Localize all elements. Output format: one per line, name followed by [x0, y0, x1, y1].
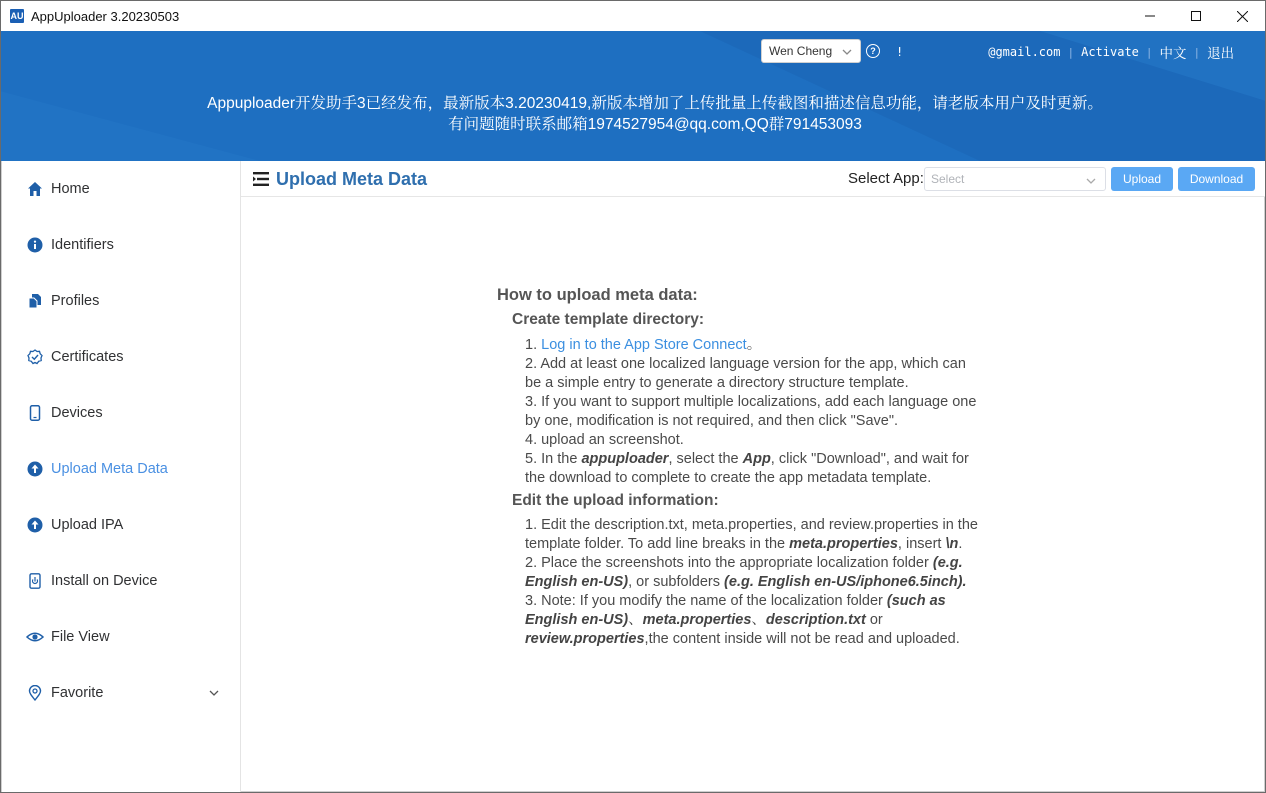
main-header [241, 161, 1266, 197]
certificate-icon [26, 348, 44, 366]
section-edit-upload-title: Edit the upload information: [512, 492, 719, 509]
step-text: or [865, 612, 883, 628]
emphasis: appuploader [581, 451, 669, 467]
sidebar-item-label: Profiles [51, 293, 100, 309]
announcement [0, 93, 1266, 135]
step-text: , or subfolders [628, 574, 725, 590]
maximize-icon [1191, 11, 1201, 21]
download-button[interactable]: Download [1178, 167, 1255, 191]
app-logo-icon: AU [10, 11, 24, 21]
instructions-title: How to upload meta data: [497, 286, 698, 304]
sidebar [1, 161, 241, 793]
step [525, 336, 985, 355]
title-bar [0, 0, 1266, 31]
sidebar-item-label: Certificates [51, 349, 124, 365]
emphasis: \n [945, 536, 959, 552]
emphasis: review.properties [525, 631, 645, 647]
help-icon[interactable]: ? [866, 44, 880, 58]
step [525, 516, 985, 554]
step-text: 、 [751, 612, 766, 628]
info-icon [26, 236, 44, 254]
menu-toggle-icon[interactable] [253, 172, 269, 186]
emphasis: meta.properties [789, 536, 898, 552]
section-create-template-steps [525, 336, 985, 488]
minimize-icon [1145, 11, 1155, 21]
step-text: , select the [668, 451, 743, 467]
maximize-button[interactable] [1173, 1, 1219, 31]
header-banner [0, 31, 1266, 161]
page-title: Upload Meta Data [276, 169, 428, 189]
close-icon [1237, 11, 1248, 22]
sidebar-item-profiles[interactable] [2, 273, 240, 329]
emphasis: (such as English en-US) [525, 593, 946, 628]
step-text: 。 [746, 337, 762, 353]
separator: | [1145, 45, 1153, 59]
notice-exclamation: ! [896, 45, 904, 59]
separator: | [1193, 45, 1201, 59]
content-area [241, 197, 1265, 792]
section-create-template-title: Create template directory: [512, 311, 705, 328]
sidebar-item-favorite[interactable] [2, 665, 240, 721]
chevron-down-icon [1085, 175, 1097, 187]
step-text: ,the content inside will not be read and uploaded. [644, 631, 960, 647]
sidebar-item-label: Devices [51, 405, 103, 421]
section-edit-upload-steps [525, 516, 985, 649]
sidebar-item-file-view[interactable] [2, 609, 240, 665]
emphasis: (e.g. English en-US/iphone6.5inch). [724, 574, 967, 590]
window-title: AppUploader 3.20230503 [31, 8, 180, 24]
files-icon [26, 292, 44, 310]
sidebar-item-label: Favorite [51, 685, 104, 701]
upload-button[interactable]: Upload [1111, 167, 1173, 191]
step-text: , click "Download", and wait for the download to complete to create the app metadata template. [525, 451, 969, 486]
sidebar-item-label: Install on Device [51, 573, 158, 589]
chevron-down-icon [841, 46, 853, 58]
location-icon [26, 684, 44, 702]
step: 2. Add at least one localized language version for the app, which can be a simple entry to generate a directory structure template. [525, 356, 966, 391]
user-select-value: Wen Cheng [769, 44, 833, 58]
eye-icon [26, 628, 44, 646]
step [525, 554, 985, 592]
logout-link[interactable]: 退出 [1207, 46, 1235, 62]
select-app-label: Select App: [848, 170, 924, 187]
sidebar-item-label: Home [51, 181, 90, 197]
emphasis: (e.g. English en-US) [525, 555, 963, 590]
step-text: , insert [897, 536, 946, 552]
account-email: @gmail.com [988, 45, 1061, 59]
window-controls [1127, 1, 1265, 31]
step-text: 1. Edit the description.txt, meta.properties, and review.properties in the template folder. To add line breaks in the [525, 517, 978, 552]
sidebar-item-label: File View [51, 629, 110, 645]
sidebar-item-upload-ipa[interactable] [2, 497, 240, 553]
top-links [896, 42, 1234, 62]
step-text: 、 [628, 612, 643, 628]
upload-circle-icon [26, 516, 44, 534]
announcement-line-2: 有问题随时联系邮箱1974527954@qq.com,QQ群791453093 [448, 116, 862, 133]
step [525, 592, 985, 649]
emphasis: App [742, 451, 771, 467]
app-select-placeholder: Select [931, 172, 965, 186]
install-icon [26, 572, 44, 590]
step: 3. If you want to support multiple localizations, add each language one by one, modification is not required, and then click "Save". [525, 394, 977, 429]
sidebar-item-upload-meta-data[interactable] [2, 441, 240, 497]
step-text: . [958, 536, 963, 552]
emphasis: meta.properties [642, 612, 752, 628]
announcement-line-1: Appuploader开发助手3已经发布，最新版本3.20230419,新版本增加了上传批量上传截图和描述信息功能，请老版本用户及时更新。 [207, 95, 1103, 112]
activate-link[interactable]: Activate [1081, 45, 1139, 59]
close-button[interactable] [1219, 1, 1265, 31]
chevron-down-icon[interactable] [208, 687, 220, 699]
app-store-connect-link[interactable]: Log in to the App Store Connect [541, 337, 747, 353]
sidebar-item-home[interactable] [2, 161, 240, 217]
sidebar-item-identifiers[interactable] [2, 217, 240, 273]
step-number: 1. [525, 337, 542, 353]
step [525, 450, 985, 488]
step: 4. upload an screenshot. [525, 432, 684, 448]
sidebar-item-install-on-device[interactable] [2, 553, 240, 609]
instructions [497, 286, 997, 649]
sidebar-item-devices[interactable] [2, 385, 240, 441]
sidebar-item-label: Upload IPA [51, 517, 124, 533]
minimize-button[interactable] [1127, 1, 1173, 31]
upload-circle-icon [26, 460, 44, 478]
sidebar-item-certificates[interactable] [2, 329, 240, 385]
emphasis: description.txt [765, 612, 866, 628]
step-text: 3. Note: If you modify the name of the localization folder [525, 593, 887, 609]
language-link[interactable]: 中文 [1159, 46, 1187, 62]
sidebar-item-label: Upload Meta Data [51, 461, 168, 477]
app-select[interactable] [924, 167, 1106, 191]
phone-icon [26, 404, 44, 422]
home-icon [26, 180, 44, 198]
step-text: 2. Place the screenshots into the appropriate localization folder [525, 555, 933, 571]
user-select[interactable] [761, 39, 861, 63]
step-text: 5. In the [525, 451, 582, 467]
separator: | [1067, 45, 1075, 59]
sidebar-item-label: Identifiers [51, 237, 114, 253]
